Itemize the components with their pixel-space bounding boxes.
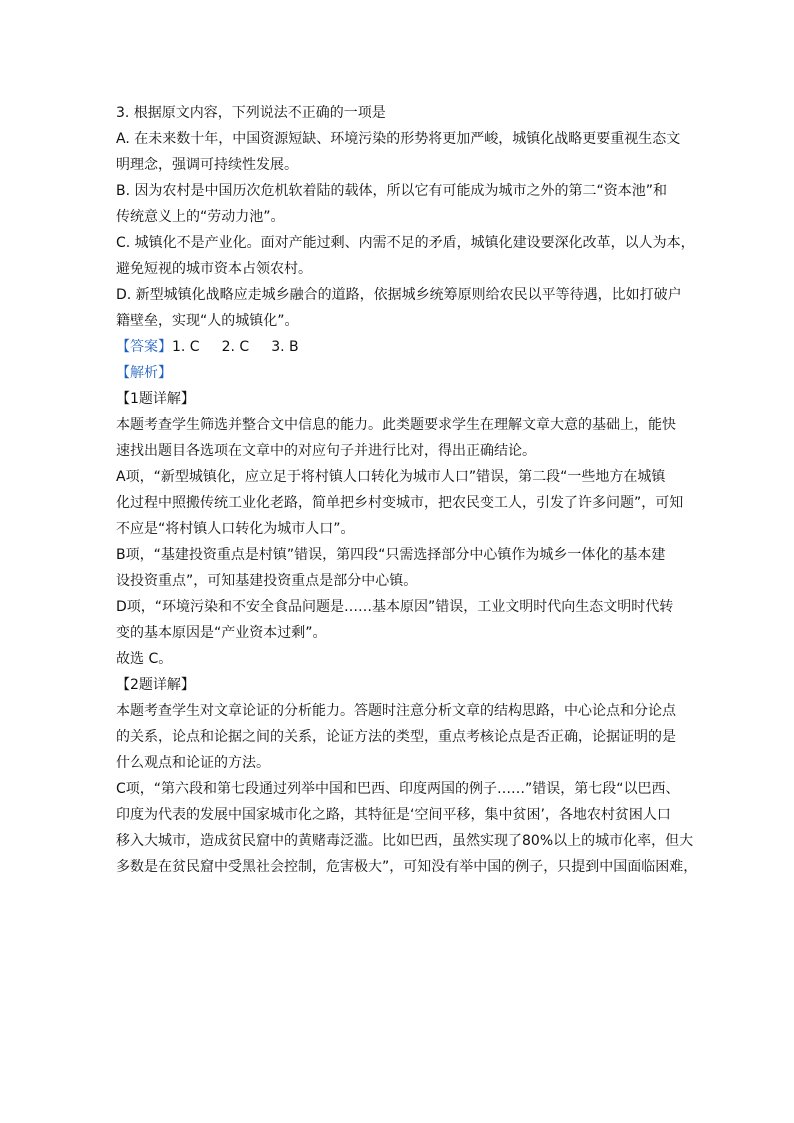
q2-item-c-line-2: 印度为代表的发展中国家城市化之路，其特征是‘空间平移，集中贫困’，各地农村贫困人口 <box>116 807 671 823</box>
option-c-line-2: 避免短视的城市资本占领农村。 <box>116 261 312 277</box>
q1-item-d-line-2: 变的基本原因是“产业资本过剩”。 <box>116 625 327 641</box>
q2-item-c-line-1: C项，“第六段和第七段通过列举中国和巴西、印度两国的例子……”错误，第七段“以巴西、 <box>116 781 680 797</box>
analysis-label: 【解析】 <box>116 365 172 381</box>
option-a-line-2: 明理念，强调可持续性发展。 <box>116 157 298 173</box>
q2-intro-line-1: 本题考查学生对文章论证的分析能力。答题时注意分析文章的结构思路，中心论点和分论点 <box>116 703 676 719</box>
q1-header: 【1题详解】 <box>116 391 195 407</box>
option-b-line-2: 传统意义上的“劳动力池”。 <box>116 209 285 225</box>
q1-intro-line-2: 速找出题目各选项在文章中的对应句子并进行比对，得出正确结论。 <box>116 443 536 459</box>
answer-2: 2. C <box>221 339 250 355</box>
q2-intro-line-2: 的关系，论点和论据之间的关系，论证方法的类型，重点考核论点是否正确，论据证明的是 <box>116 729 676 745</box>
q1-conclusion: 故选 C。 <box>116 651 173 667</box>
option-a-line-1: A. 在未来数十年，中国资源短缺、环境污染的形势将更加严峻，城镇化战略更要重视生态文 <box>116 131 681 147</box>
option-d-line-2: 籍壁垒，实现“人的城镇化”。 <box>116 313 299 329</box>
q2-intro-line-3: 什么观点和论证的方法。 <box>116 755 270 771</box>
answer-3: 3. B <box>271 339 299 355</box>
q1-item-a-line-2: 化过程中照搬传统工业化老路，简单把乡村变城市，把农民变工人，引发了许多问题”，可知 <box>116 495 684 511</box>
q2-header: 【2题详解】 <box>116 677 195 693</box>
option-c-line-1: C. 城镇化不是产业化。面对产能过剩、内需不足的矛盾，城镇化建设要深化改革，以人为本， <box>116 235 695 251</box>
q1-item-a-line-1: A项，“新型城镇化，应立足于将村镇人口转化为城市人口”错误，第二段“一些地方在城镇 <box>116 469 666 485</box>
q1-item-d-line-1: D项，“环境污染和不安全食品问题是……基本原因”错误，工业文明时代向生态文明时代转 <box>116 599 674 615</box>
q2-item-c-line-4: 多数是在贫民窟中受黑社会控制，危害极大”，可知没有举中国的例子，只提到中国面临困难， <box>116 859 698 875</box>
q1-item-b-line-1: B项，“基建投资重点是村镇”错误，第四段“只需选择部分中心镇作为城乡一体化的基本建 <box>116 547 666 563</box>
q1-item-b-line-2: 设投资重点”，可知基建投资重点是部分中心镇。 <box>116 573 418 589</box>
question-stem: 3. 根据原文内容，下列说法不正确的一项是 <box>116 105 386 121</box>
q1-item-a-line-3: 不应是“将村镇人口转化为城市人口”。 <box>116 521 355 537</box>
document-body <box>116 100 698 880</box>
answer-label: 【答案】 <box>116 339 172 355</box>
option-b-line-1: B. 因为农村是中国历次危机软着陆的载体，所以它有可能成为城市之外的第二“资本池”和 <box>116 183 668 199</box>
q2-item-c-line-3: 移入大城市，造成贫民窟中的黄赌毒泛滥。比如巴西，虽然实现了80%以上的城市化率，但大 <box>116 833 694 849</box>
answer-line <box>116 334 682 360</box>
answer-1: 1. C <box>172 339 200 355</box>
q1-intro-line-1: 本题考查学生筛选并整合文中信息的能力。此类题要求学生在理解文章大意的基础上，能快 <box>116 417 676 433</box>
option-d-line-1: D. 新型城镇化战略应走城乡融合的道路，依据城乡统筹原则给农民以平等待遇，比如打破户 <box>116 287 682 303</box>
